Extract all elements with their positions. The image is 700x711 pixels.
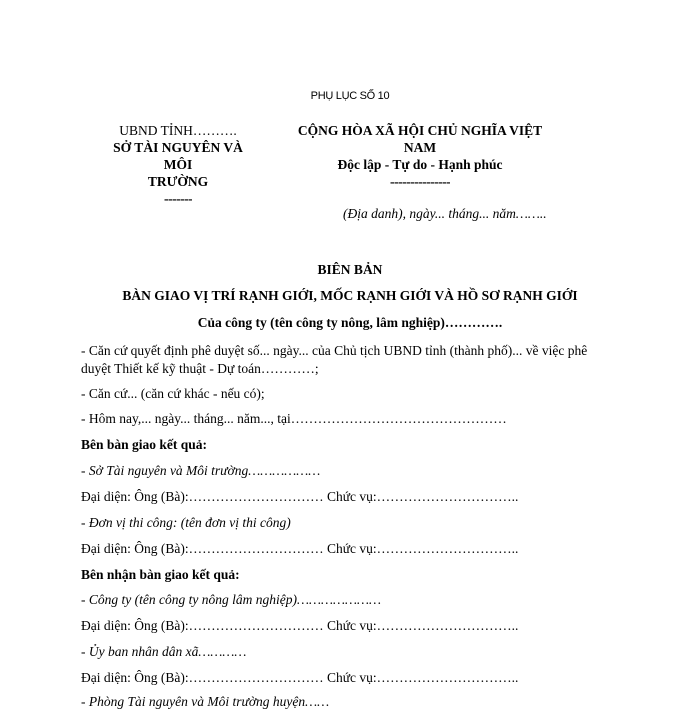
representative-line: Đại diện: Ông (Bà):………………………… Chức vụ:………………………….. (81, 618, 519, 633)
commune-committee: - Ủy ban nhân dân xã………… (81, 644, 247, 659)
issuing-authority-header (98, 122, 258, 207)
handover-department: - Sở Tài nguyên và Môi trường……………… (81, 463, 321, 478)
national-header (285, 122, 555, 190)
receiving-party-heading: Bên nhận bàn giao kết quả: (81, 567, 240, 582)
representative-line: Đại diện: Ông (Bà):………………………… Chức vụ:………………………….. (81, 541, 519, 556)
representative-line: Đại diện: Ông (Bà):………………………… Chức vụ:………………………….. (81, 670, 519, 685)
construction-unit: - Đơn vị thi công: (tên đơn vị thi công) (81, 515, 291, 530)
place-and-date: (Địa danh), ngày... tháng... năm…….. (343, 206, 547, 221)
national-motto: Độc lập - Tự do - Hạnh phúc (337, 157, 503, 172)
representative-line: Đại diện: Ông (Bà):………………………… Chức vụ:………………………….. (81, 489, 519, 504)
basis-decision-line1: - Căn cứ quyết định phê duyệt số... ngày... của Chủ tịch UBND tỉnh (thành phố)... về việc phê (81, 343, 588, 358)
basis-other: - Căn cứ... (căn cứ khác - nếu có); (81, 386, 265, 401)
department-name-line2: TRƯỜNG (147, 174, 209, 189)
district-department: - Phòng Tài nguyên và Môi trường huyện…… (81, 694, 330, 709)
company-line: Của công ty (tên công ty nông, lâm nghiệp)…………. (197, 315, 503, 330)
national-name-line1: CỘNG HÒA XÃ HỘI CHỦ NGHĨA VIỆT (297, 123, 543, 138)
national-name-line2: NAM (403, 140, 437, 155)
right-header-separator: --------------- (390, 174, 450, 189)
basis-decision-line2: duyệt Thiết kế kỹ thuật - Dự toán…………; (81, 361, 319, 376)
document-title: BIÊN BẢN (317, 262, 383, 277)
receiving-company: - Công ty (tên công ty nông lâm nghiệp)………………… (81, 592, 381, 607)
department-name-line1: SỞ TÀI NGUYÊN VÀ MÔI (113, 140, 243, 172)
document-subtitle: BÀN GIAO VỊ TRÍ RẠNH GIỚI, MỐC RẠNH GIỚI VÀ HỒ SƠ RẠNH GIỚI (122, 288, 578, 303)
left-header-separator: ------- (164, 191, 192, 206)
province-committee: UBND TỈNH………. (119, 123, 237, 138)
appendix-number: PHỤ LỤC SỐ 10 (310, 90, 390, 102)
meeting-date-place: - Hôm nay,... ngày... tháng... năm..., tại………………………………………… (81, 411, 507, 426)
handover-party-heading: Bên bàn giao kết quả: (81, 437, 208, 452)
